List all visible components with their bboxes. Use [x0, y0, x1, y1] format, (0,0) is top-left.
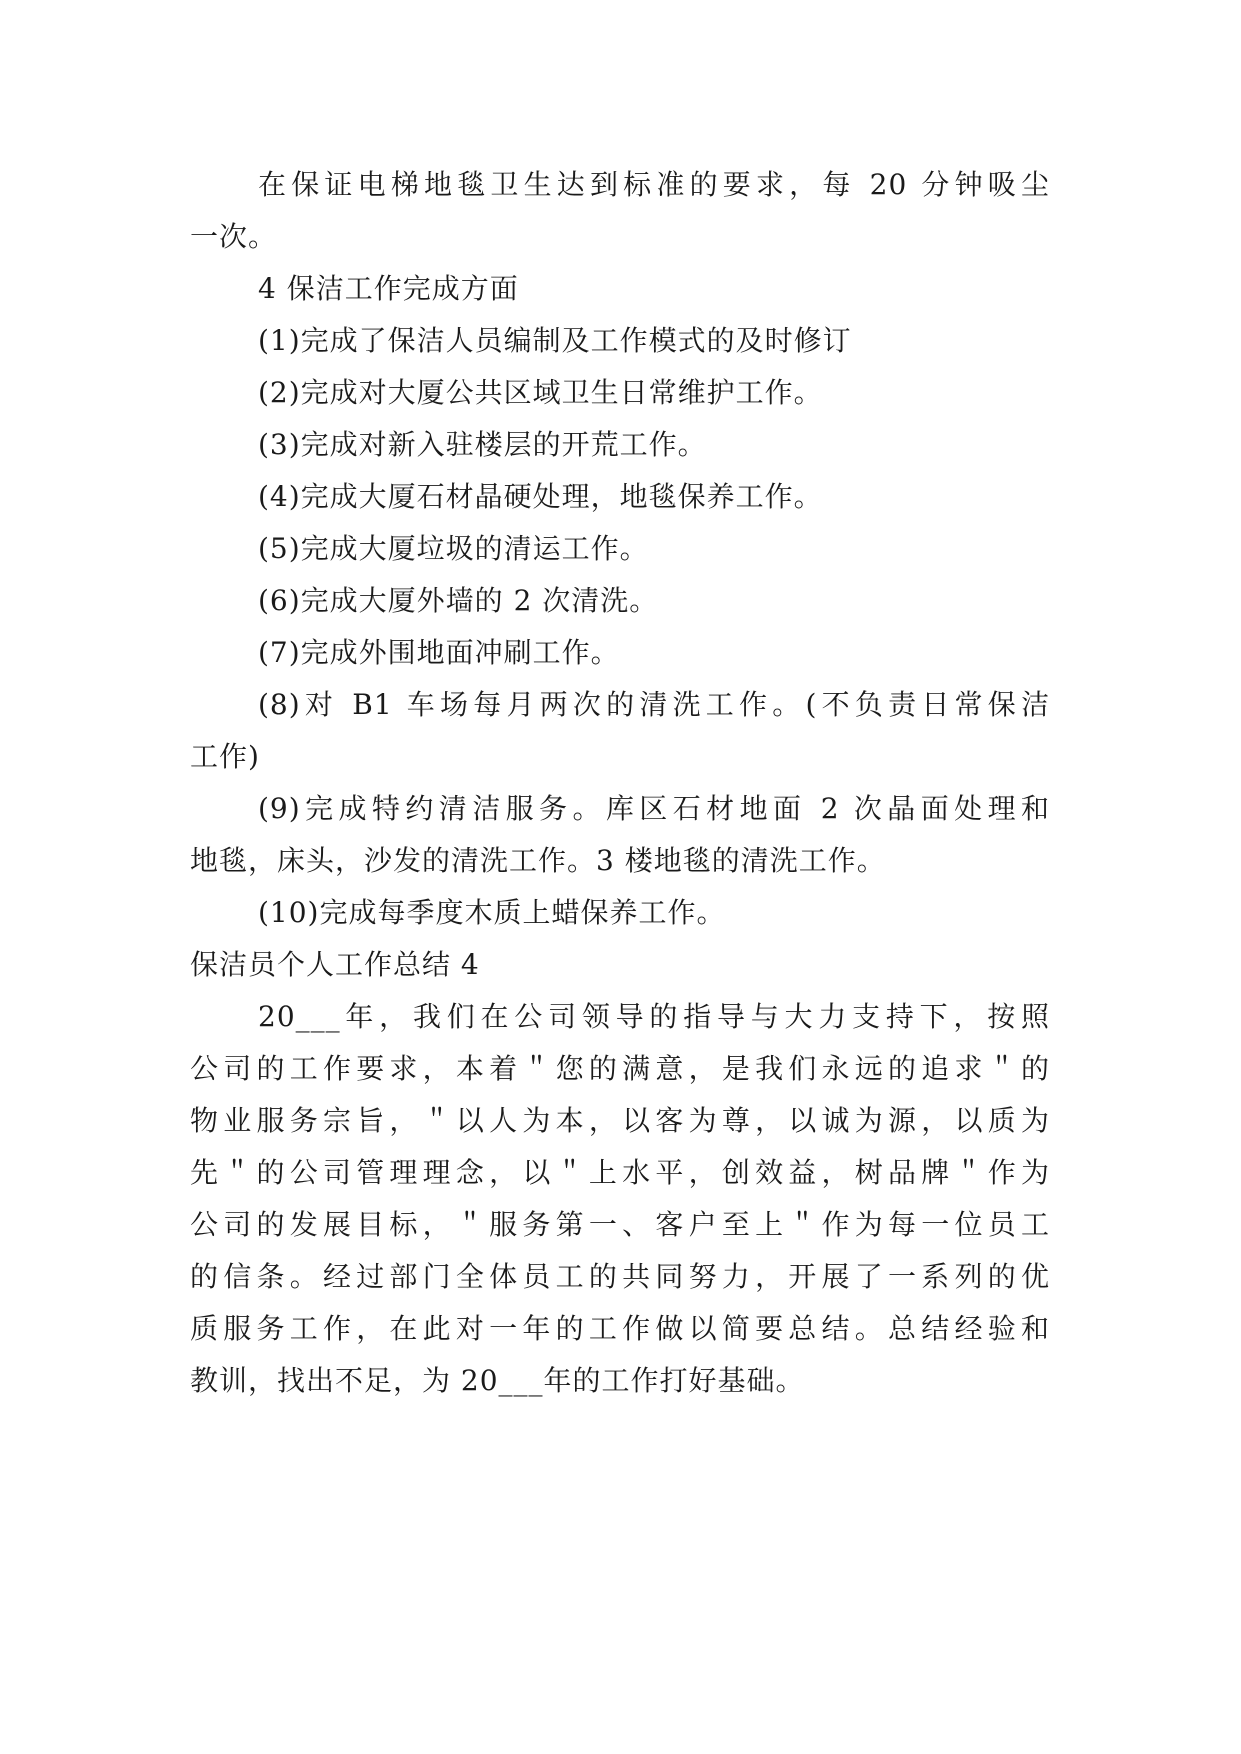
list-item: (4)完成大厦石材晶硬处理，地毯保养工作。: [258, 480, 823, 513]
list-item: (3)完成对新入驻楼层的开荒工作。: [258, 428, 707, 461]
list-item: (1)完成了保洁人员编制及工作模式的及时修订: [258, 324, 852, 357]
paragraph-line: 物业服务宗旨，＂以人为本，以客为尊，以诚为源，以质为: [190, 1104, 1050, 1137]
list-item-continuation: 地毯，床头，沙发的清洗工作。3 楼地毯的清洗工作。: [190, 844, 886, 877]
paragraph-line: 质服务工作，在此对一年的工作做以简要总结。总结经验和: [190, 1312, 1050, 1345]
paragraph-line: 20___年，我们在公司领导的指导与大力支持下，按照: [258, 1000, 1050, 1033]
paragraph-line: 在保证电梯地毯卫生达到标准的要求，每 20 分钟吸尘: [258, 168, 1050, 201]
paragraph-line: 的信条。经过部门全体员工的共同努力，开展了一系列的优: [190, 1260, 1050, 1293]
section-heading: 4 保洁工作完成方面: [258, 272, 519, 305]
section-title: 保洁员个人工作总结 4: [190, 948, 480, 981]
list-item: (6)完成大厦外墙的 2 次清洗。: [258, 584, 659, 617]
paragraph-line: 先＂的公司管理理念，以＂上水平，创效益，树品牌＂作为: [190, 1156, 1050, 1189]
list-item: (2)完成对大厦公共区域卫生日常维护工作。: [258, 376, 823, 409]
list-item: (9)完成特约清洁服务。库区石材地面 2 次晶面处理和: [258, 792, 1050, 825]
paragraph-line: 教训，找出不足，为 20___年的工作打好基础。: [190, 1364, 805, 1397]
list-item-continuation: 工作): [190, 740, 260, 773]
paragraph-line: 一次。: [190, 220, 278, 253]
paragraph-line: 公司的发展目标，＂服务第一、客户至上＂作为每一位员工: [190, 1208, 1050, 1241]
list-item: (8)对 B1 车场每月两次的清洗工作。(不负责日常保洁: [258, 688, 1050, 721]
list-item: (5)完成大厦垃圾的清运工作。: [258, 532, 649, 565]
list-item: (10)完成每季度木质上蜡保养工作。: [258, 896, 726, 929]
paragraph-line: 公司的工作要求，本着＂您的满意，是我们永远的追求＂的: [190, 1052, 1050, 1085]
list-item: (7)完成外围地面冲刷工作。: [258, 636, 620, 669]
